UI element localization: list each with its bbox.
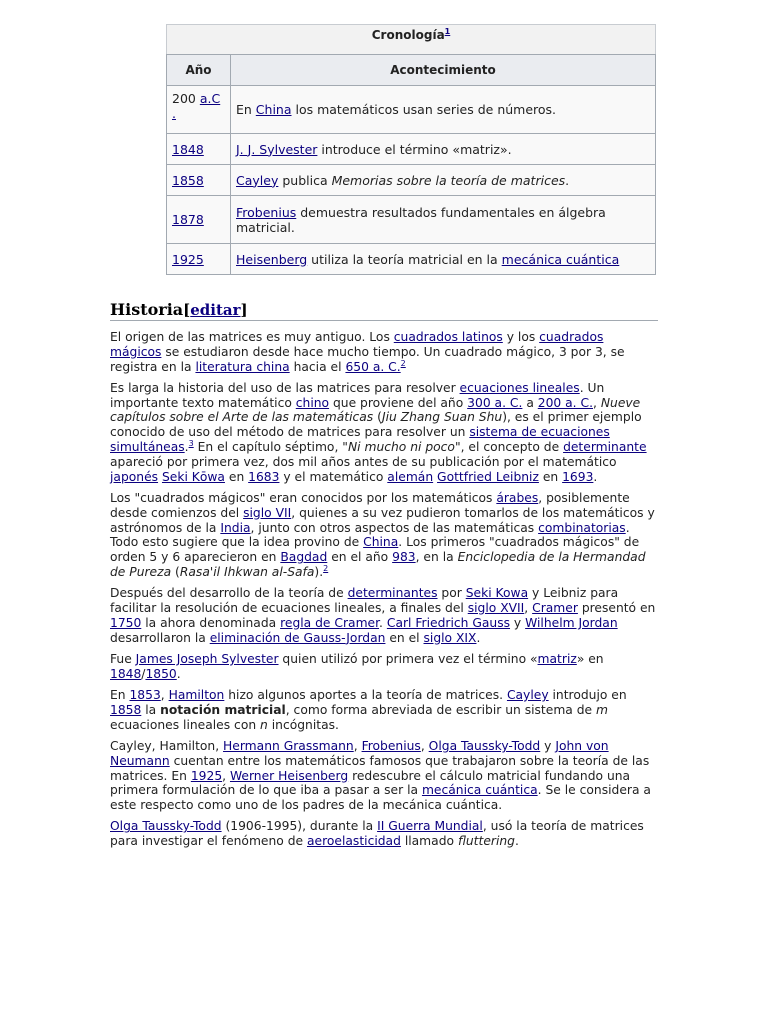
- article-link[interactable]: siglo XVII: [467, 601, 525, 616]
- article-link[interactable]: 1750: [110, 615, 142, 630]
- chronology-table: [166, 24, 656, 275]
- article-link[interactable]: 1853: [129, 688, 161, 703]
- article-link[interactable]: matriz: [537, 651, 577, 666]
- table-caption: Cronología$^1$: [166, 24, 656, 54]
- article-link[interactable]: James Joseph Sylvester: [135, 651, 279, 666]
- article-link[interactable]: Hamilton: [168, 688, 225, 703]
- table-row: [167, 134, 656, 165]
- caption-ref-link[interactable]: 1: [444, 27, 451, 36]
- article-link[interactable]: 300 a. C.: [467, 395, 523, 410]
- article-link[interactable]: siglo VII: [243, 505, 292, 520]
- article-link[interactable]: Seki Kōwa: [161, 469, 225, 484]
- article-link[interactable]: Wilhelm Jordan: [525, 615, 618, 630]
- article-link[interactable]: árabes: [496, 490, 539, 505]
- article-link[interactable]: 1683: [248, 469, 280, 484]
- article-link[interactable]: cuadrados latinos: [393, 330, 503, 344]
- article-link[interactable]: Gottfried Leibniz: [437, 469, 539, 484]
- article-link[interactable]: 983: [392, 550, 416, 565]
- paragraph: Los "cuadrados mágicos" eran conocidos por los matemáticos árabes, posiblemente desde comienzos del siglo VII, quienes a su vez pudieron tomarlos de los matemáticos y astrónomos de la India, junto con otros aspectos de las matemáticas combinatorias. Todo esto sugiere que la idea provino de China. Los primeros "cuadrados mágicos" de orden 5 y 6 aparecieron en Bagdad en el año 983, en la Enciclopedia de la Hermandad de Pureza (Rasa'il Ihkwan al-Safa).$^2$: [110, 490, 655, 579]
- event-cell: Heisenberg utiliza la teoría matricial en la mecánica cuántica: [231, 244, 656, 275]
- event-cell: Frobenius demuestra resultados fundamentales en álgebra matricial.: [231, 196, 656, 244]
- year-link[interactable]: a.C: [199, 91, 221, 106]
- event-cell: En China los matemáticos usan series de números.: [231, 86, 656, 134]
- article-link[interactable]: 1693: [562, 469, 594, 484]
- article-link[interactable]: 650 a. C.: [345, 359, 401, 374]
- article-link[interactable]: regla de Cramer: [280, 615, 380, 630]
- year-cell: [167, 244, 231, 275]
- table-row: [167, 244, 656, 275]
- article-link[interactable]: cuadrados mágicos: [110, 330, 604, 359]
- article-link[interactable]: aeroelasticidad: [307, 834, 401, 849]
- article-link[interactable]: ecuaciones lineales: [459, 380, 580, 395]
- paragraph: Cayley, Hamilton, Hermann Grassmann, Frobenius, Olga Taussky-Todd y John von Neumann cuentan entre los matemáticos famosos que trabajaron sobre la teoría de las matrices. En 1925, Werner Heisenberg redescubre el cálculo matricial fundando una primera formulación de lo que iba a pasar a ser la mecánica cuántica. Se le considera a este respecto como uno de los padres de la mecánica cuántica.: [110, 738, 651, 813]
- article-link[interactable]: 200 a. C.: [537, 395, 593, 410]
- article-link[interactable]: Cramer: [532, 601, 578, 616]
- table-row: [167, 196, 656, 244]
- frobenius-link[interactable]: Frobenius: [236, 204, 297, 220]
- year-link[interactable]: 1925: [172, 251, 204, 267]
- article-body: [110, 330, 658, 856]
- article-link[interactable]: siglo XIX: [423, 630, 477, 645]
- article-link[interactable]: combinatorias: [538, 520, 626, 535]
- article-link[interactable]: Olga Taussky-Todd: [110, 819, 222, 834]
- reference-link[interactable]: 2: [323, 563, 329, 573]
- sylvester-link[interactable]: J. J. Sylvester: [236, 141, 318, 157]
- article-link[interactable]: 1850: [145, 666, 177, 681]
- article-link[interactable]: Cayley: [506, 688, 549, 703]
- table-row: [167, 165, 656, 196]
- paragraph: En 1853, Hamilton hizo algunos aportes a la teoría de matrices. Cayley introdujo en 1858 la notación matricial, como forma abreviada de escribir un sistema de m ecuaciones lineales con n incógnitas.: [110, 688, 627, 732]
- reference-link[interactable]: 3: [188, 438, 194, 448]
- article-link[interactable]: 1848: [110, 666, 142, 681]
- article-link[interactable]: chino: [295, 395, 330, 410]
- year-cell: [167, 165, 231, 196]
- article-link[interactable]: China: [363, 535, 399, 550]
- cayley-link[interactable]: Cayley: [236, 172, 279, 188]
- quantum-mechanics-link[interactable]: mecánica cuántica: [501, 251, 620, 267]
- table-row: [167, 86, 656, 134]
- year-cell: 200 a.C .: [167, 86, 231, 134]
- article-link[interactable]: japonés: [110, 469, 159, 484]
- article-link[interactable]: John von Neumann: [110, 738, 609, 768]
- year-cell: [167, 134, 231, 165]
- article-link[interactable]: Frobenius: [361, 738, 421, 753]
- article-link[interactable]: Bagdad: [280, 550, 328, 565]
- article-link[interactable]: Olga Taussky-Todd: [428, 738, 541, 753]
- paragraph: Después del desarrollo de la teoría de determinantes por Seki Kowa y Leibniz para facilitar la resolución de ecuaciones lineales, a finales del siglo XVII, Cramer presentó en 1750 la ahora denominada regla de Cramer. Carl Friedrich Gauss y Wilhelm Jordan desarrollaron la eliminación de Gauss-Jordan en el siglo XIX.: [110, 586, 656, 645]
- paragraph: El origen de las matrices es muy antiguo. Los cuadrados latinos y los cuadrados mágicos se estudiaron desde hace mucho tiempo. Un cuadrado mágico, 3 por 3, se registra en la literatura china hacia el 650 a. C.$^2$: [110, 330, 625, 374]
- article-link[interactable]: literatura china: [195, 359, 290, 374]
- article-link[interactable]: India: [220, 520, 251, 535]
- article-link[interactable]: sistema de ecuaciones simultáneas: [110, 425, 610, 455]
- year-link[interactable]: .: [172, 106, 176, 121]
- paragraph: Fue James Joseph Sylvester quien utilizó por primera vez el término «matriz» en 1848/1850.: [110, 651, 604, 681]
- year-link[interactable]: 1848: [172, 141, 204, 157]
- article-link[interactable]: Hermann Grassmann: [223, 738, 354, 753]
- article-link[interactable]: 1925: [190, 768, 223, 783]
- paragraph: Es larga la historia del uso de las matrices para resolver ecuaciones lineales. Un importante texto matemático chino que proviene del año 300 a. C. a 200 a. C., Nueve capítulos sobre el Arte de las matemáticas (Jiu Zhang Suan Shu), es el primer ejemplo conocido de uso del método de matrices para resolver un sistema de ecuaciones simultáneas.$^3$ En el capítulo séptimo, "Ni mucho ni poco", el concepto de determinante apareció por primera vez, dos mil años antes de su publicación por el matemático japonés Seki Kōwa en 1683 y el matemático alemán Gottfried Leibniz en 1693.: [110, 380, 647, 484]
- article-link[interactable]: Seki Kowa: [465, 586, 529, 601]
- year-link[interactable]: 1878: [172, 212, 204, 227]
- year-link[interactable]: 1858: [172, 172, 204, 188]
- paragraph: Olga Taussky-Todd (1906-1995), durante la II Guerra Mundial, usó la teoría de matrices para investigar el fenómeno de aeroelasticidad llamado fluttering.: [110, 819, 644, 849]
- section-heading-historia: Historia[editar]: [110, 300, 658, 321]
- article-link[interactable]: determinantes: [347, 586, 438, 601]
- edit-section-link[interactable]: editar: [190, 301, 241, 319]
- event-cell: Cayley publica Memorias sobre la teoría de matrices.: [231, 165, 656, 196]
- article-link[interactable]: Carl Friedrich Gauss: [386, 615, 511, 630]
- year-cell: [167, 196, 231, 244]
- article-link[interactable]: determinante: [563, 440, 647, 455]
- article-link[interactable]: II Guerra Mundial: [377, 819, 483, 834]
- reference-link[interactable]: 2: [400, 358, 406, 368]
- col-header-year: Año: [167, 55, 231, 86]
- article-link[interactable]: alemán: [387, 469, 434, 484]
- article-link[interactable]: 1858: [110, 702, 142, 717]
- article-link[interactable]: Werner Heisenberg: [229, 768, 349, 783]
- article-link[interactable]: eliminación de Gauss-Jordan: [209, 630, 386, 645]
- heisenberg-link[interactable]: Heisenberg: [236, 251, 308, 267]
- article-link[interactable]: mecánica cuántica: [421, 783, 538, 798]
- col-header-event: Acontecimiento: [231, 55, 656, 86]
- event-cell: J. J. Sylvester introduce el término «matriz».: [231, 134, 656, 165]
- china-link[interactable]: China: [255, 102, 292, 117]
